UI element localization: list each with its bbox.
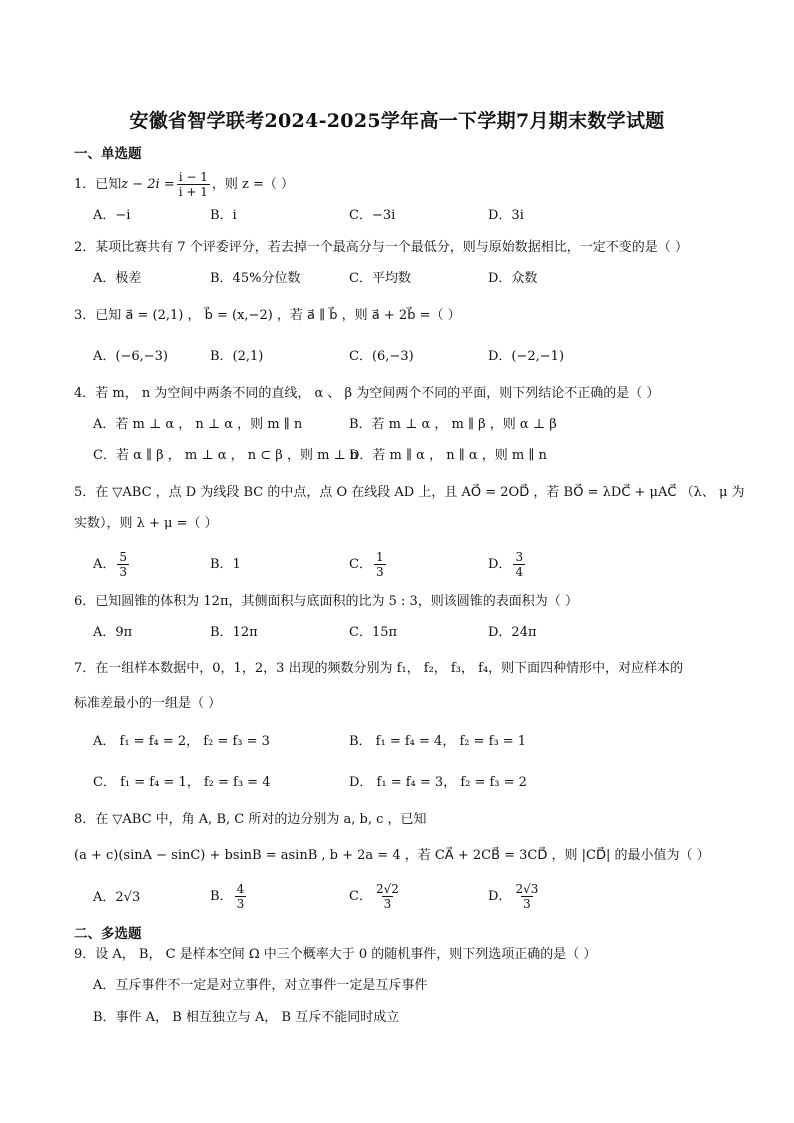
q5-c-den: 3 — [375, 565, 384, 579]
q7-option-b: B． f₁ = f₄ = 4， f₂ = f₃ = 1 — [349, 734, 527, 749]
q5-option-c-label: C． — [349, 557, 372, 572]
q1-frac-num: i − 1 — [178, 170, 208, 184]
question-6: 6．已知圆锥的体积为 12π，其侧面积与底面积的比为 5 : 3，则该圆锥的表面积为（ ） — [74, 594, 578, 609]
question-5-line-2: 实数），则 λ + μ =（ ） — [74, 516, 218, 531]
q4-option-b: B．若 m ⊥ α ， m ∥ β ，则 α ⊥ β — [349, 417, 557, 432]
q1-frac-den: i + 1 — [178, 185, 208, 199]
q4-option-a: A．若 m ⊥ α ， n ⊥ α ，则 m ∥ n — [93, 417, 303, 432]
q5-option-c — [349, 550, 388, 579]
q8-option-c — [349, 882, 403, 911]
q1-option-a: A．−i — [93, 208, 131, 223]
q8-option-c-fraction — [374, 882, 401, 911]
q8-option-b — [210, 882, 248, 911]
q8-b-den: 3 — [236, 897, 245, 911]
q6-option-d: D．24π — [488, 625, 537, 640]
q5-a-num: 5 — [119, 550, 128, 564]
question-8-line-2: (a + c)(sinA − sinC) + bsinB = asinB , b + 2a = 4 ，若 CA⃗ + 2CB⃗ = 3CD⃗ ，则 |CD⃗| 的最小值为（ ） — [74, 848, 710, 863]
q9-option-a: A．互斥事件不一定是对立事件，对立事件一定是互斥事件 — [93, 978, 428, 993]
q1-fraction — [177, 170, 210, 199]
q7-option-d: D． f₁ = f₄ = 3， f₂ = f₃ = 2 — [349, 775, 527, 790]
q5-d-den: 4 — [515, 565, 524, 579]
q1-option-b: B．i — [210, 208, 237, 223]
q8-option-d — [488, 882, 542, 911]
q8-option-b-label: B． — [210, 889, 233, 904]
q8-d-den: 3 — [523, 897, 531, 911]
question-4: 4．若 m， n 为空间中两条不同的直线， α 、 β 为空间两个不同的平面，则下列结论不正确的是（ ） — [74, 386, 660, 401]
q1-option-c: C．−3i — [349, 208, 396, 223]
q8-d-num: 2√3 — [515, 882, 539, 896]
q2-option-d: D．众数 — [488, 271, 538, 286]
question-9: 9．设 A， B， C 是样本空间 Ω 中三个概率大于 0 的随机事件，则下列选项正确的是（ ） — [74, 947, 597, 962]
q5-option-a-label: A． — [93, 557, 116, 572]
q3-option-c: C．(6,−3) — [349, 349, 414, 364]
q1-suffix: ，则 z =（ ） — [211, 177, 295, 192]
exam-title: 安徽省智学联考2024-2025学年高一下学期7月期末数学试题 — [129, 110, 665, 132]
question-1 — [74, 170, 294, 199]
q4-option-c: C．若 α ∥ β ， m ⊥ α ， n ⊂ β ，则 m ⊥ n — [93, 448, 359, 463]
question-7-line-2: 标准差最小的一组是（ ） — [74, 696, 222, 711]
q5-c-num: 1 — [375, 550, 384, 564]
q8-option-c-label: C． — [349, 889, 372, 904]
q5-option-d — [488, 550, 527, 579]
q2-option-a: A．极差 — [93, 271, 142, 286]
q8-c-den: 3 — [383, 897, 392, 911]
q5-d-num: 3 — [515, 550, 524, 564]
q5-option-a-fraction — [117, 550, 129, 579]
q1-prefix: 1．已知 — [74, 177, 122, 192]
question-5-line-1: 5．在 ▽ABC ，点 D 为线段 BC 的中点，点 O 在线段 AD 上，且 AO⃗ = 2OD⃗ ，若 BO⃗ = λDC⃗ + μAC⃗ （λ、 μ 为 — [74, 485, 745, 500]
q5-option-c-fraction — [374, 550, 386, 579]
q2-option-c: C．平均数 — [349, 271, 411, 286]
q9-option-b: B．事件 A， B 相互独立与 A， B 互斥不能同时成立 — [93, 1010, 400, 1025]
q7-option-c: C． f₁ = f₄ = 1， f₂ = f₃ = 4 — [93, 775, 271, 790]
q1-expr: z − 2i = — [121, 177, 175, 192]
q8-b-num: 4 — [236, 882, 245, 896]
q8-option-b-fraction — [235, 882, 247, 911]
q5-option-d-label: D． — [488, 557, 512, 572]
q6-option-b: B．12π — [210, 625, 258, 640]
q7-option-a: A． f₁ = f₄ = 2， f₂ = f₃ = 3 — [93, 734, 270, 749]
q8-option-d-label: D． — [488, 889, 512, 904]
q8-c-num: 2√2 — [375, 882, 399, 896]
section-multiple-choice: 二、多选题 — [74, 926, 142, 942]
q6-option-c: C．15π — [349, 625, 398, 640]
q6-option-a: A．9π — [93, 625, 133, 640]
q3-option-b: B．(2,1) — [210, 349, 264, 364]
question-2: 2．某项比赛共有 7 个评委评分，若去掉一个最高分与一个最低分，则与原始数据相比，一定不变的是（ ） — [74, 240, 688, 255]
q8-option-d-fraction — [513, 882, 540, 911]
q1-option-d: D．3i — [488, 208, 524, 223]
q5-a-den: 3 — [119, 565, 128, 579]
q8-option-a: A．2√3 — [93, 890, 141, 905]
q4-option-d: D．若 m ∥ α ， n ∥ α ，则 m ∥ n — [349, 448, 547, 463]
q5-option-d-fraction — [513, 550, 525, 579]
section-single-choice: 一、单选题 — [74, 146, 142, 162]
q5-option-a — [93, 550, 131, 579]
question-8-line-1: 8．在 ▽ABC 中，角 A, B, C 所对的边分别为 a, b, c ，已知 — [74, 812, 427, 827]
question-3: 3．已知 a⃗ = (2,1) ， b⃗ = (x,−2) ，若 a⃗ ∥ b⃗ ，则 a⃗ + 2b⃗ =（ ） — [74, 308, 461, 323]
q5-option-b: B．1 — [210, 557, 241, 572]
q2-option-b: B．45%分位数 — [210, 271, 301, 286]
q3-option-d: D．(−2,−1) — [488, 349, 565, 364]
q3-option-a: A．(−6,−3) — [93, 349, 168, 364]
question-7-line-1: 7．在一组样本数据中，0，1，2，3 出现的频数分别为 f₁， f₂， f₃， f₄，则下面四种情形中，对应样本的 — [74, 661, 684, 676]
